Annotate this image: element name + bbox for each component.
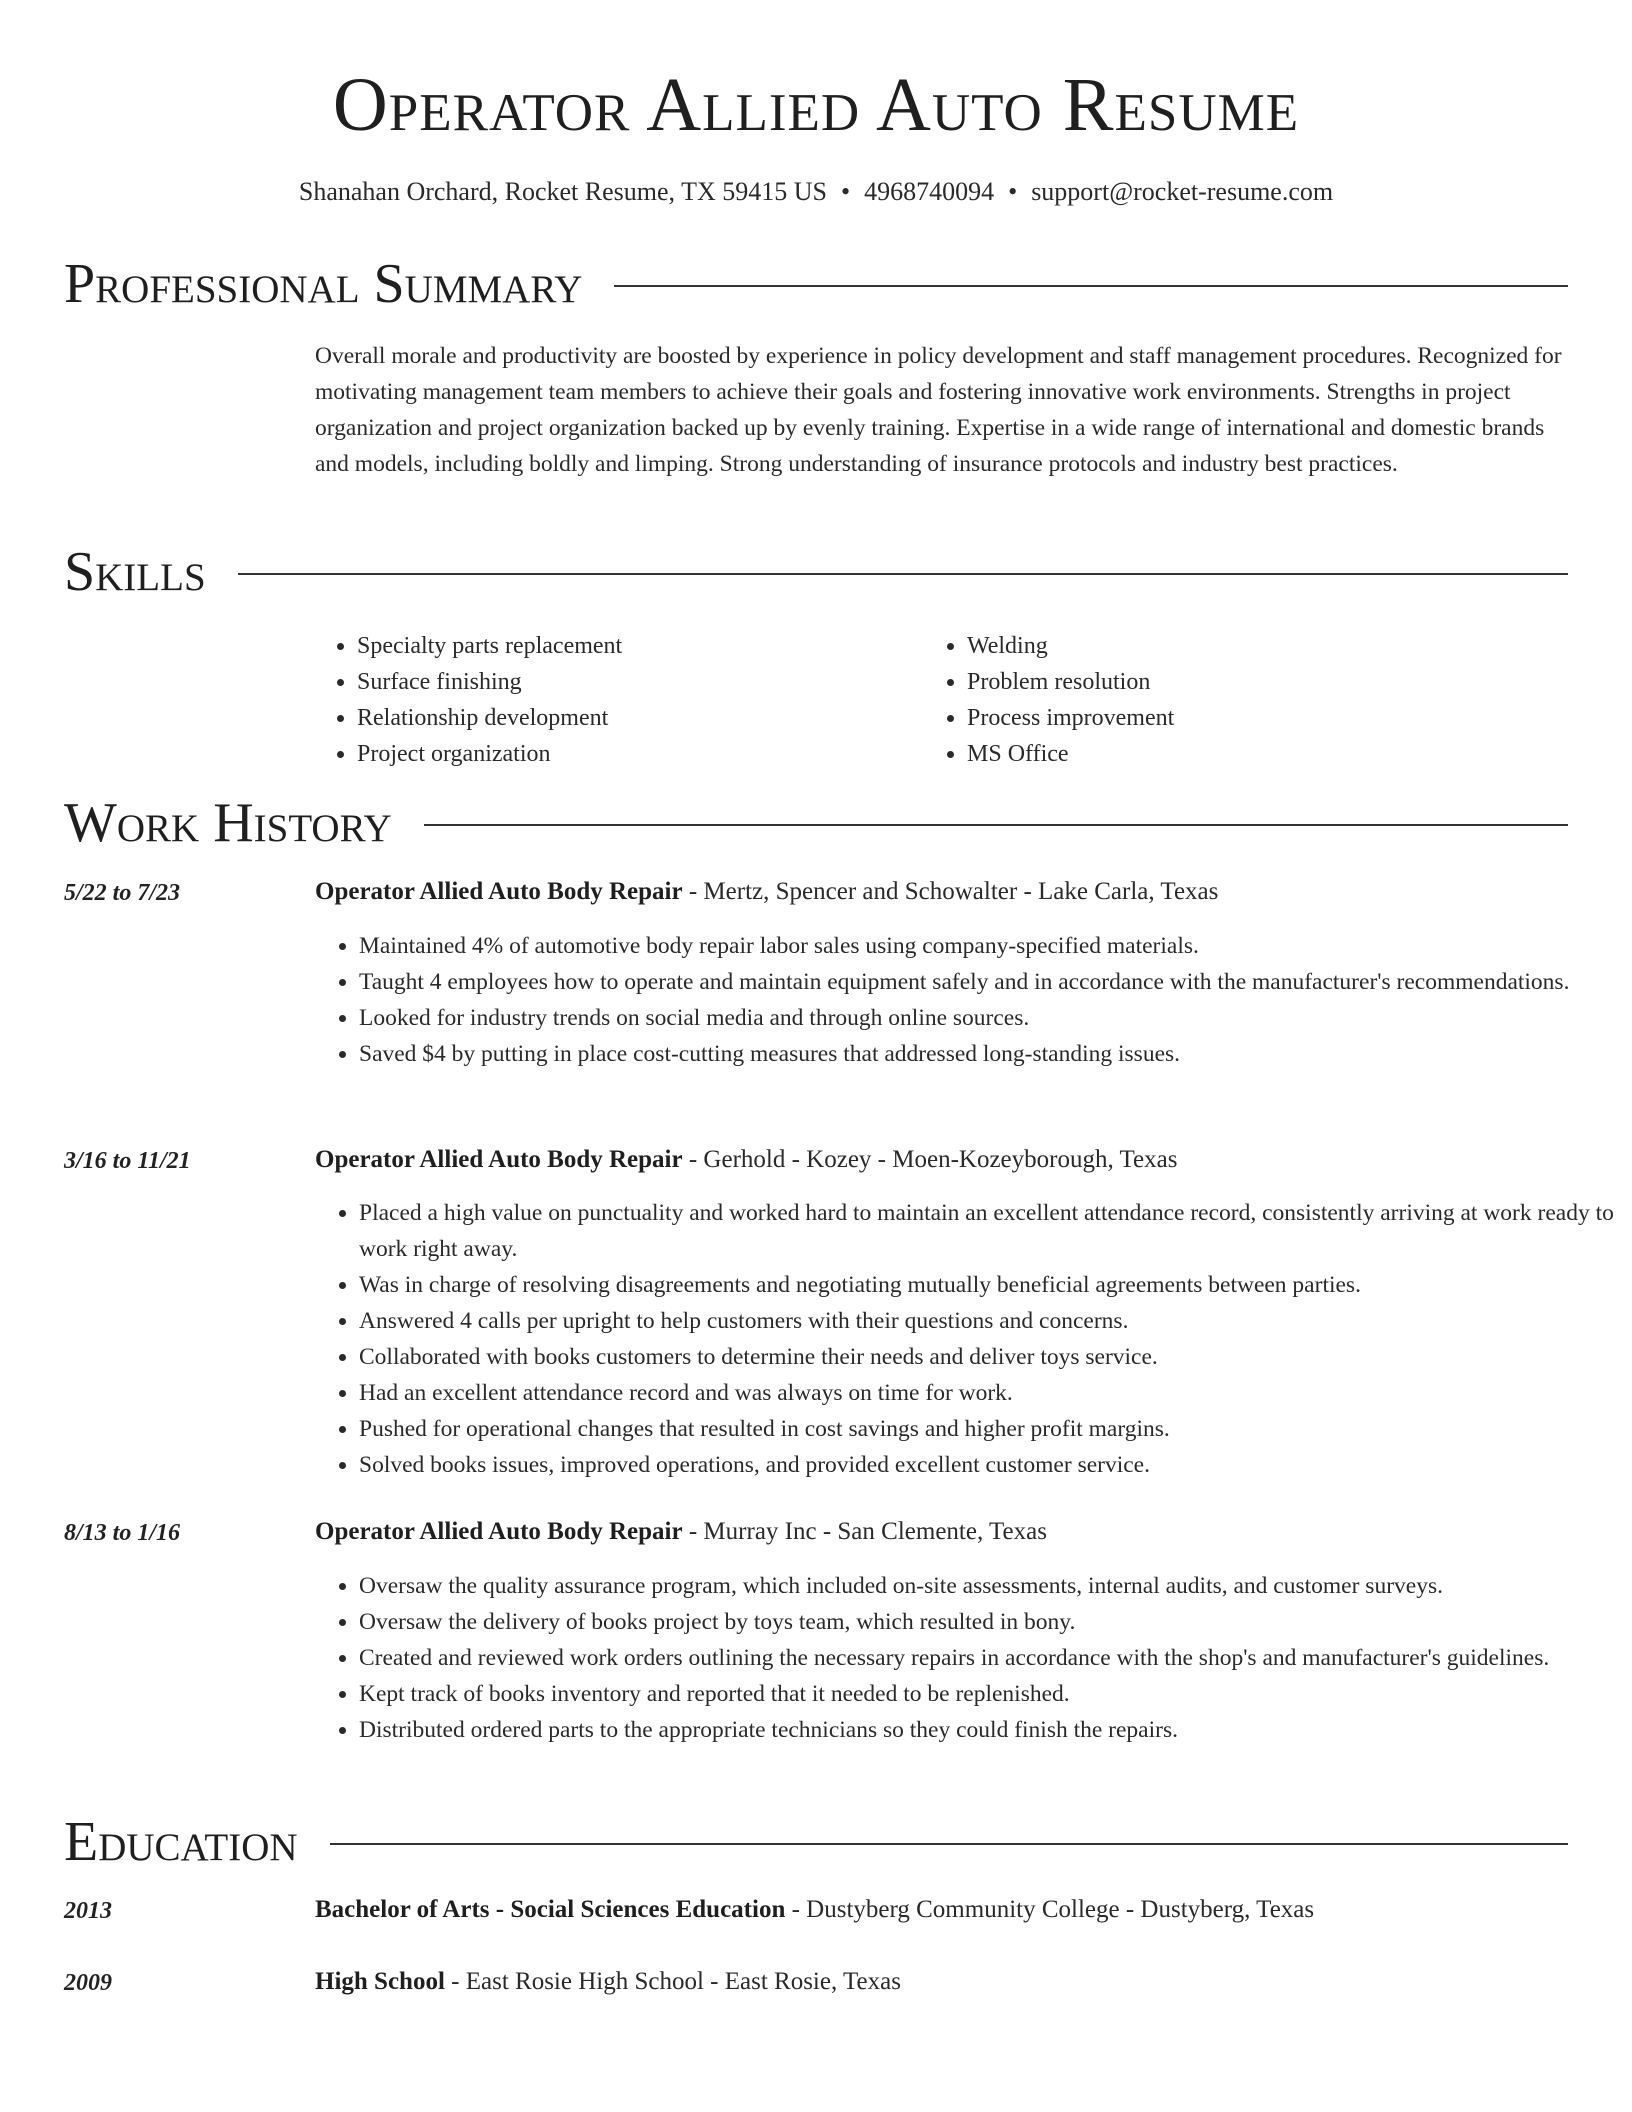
summary-text: Overall morale and productivity are boosted by experience in policy development and staff management procedures. Recognized for motivating management team members to achieve their goals and fostering innovative work environments. Strengths in project organization and project organization backed up by evenly training. Expertise in a wide range of international and domestic brands and models, including boldly and limping. Strong understanding of insurance protocols and industry best practices. (315, 343, 1562, 477)
job-bullet: • Pushed for operational changes that resulted in cost savings and higher profit margins. (359, 1411, 1619, 1447)
contact-phone: 4968740094 (864, 177, 995, 206)
section-title-work: Work History (64, 792, 392, 854)
contact-email: support@rocket-resume.com (1031, 177, 1334, 206)
job-heading (315, 1515, 1575, 1549)
section-title-education: Education (64, 1811, 298, 1873)
job-bullet: • Looked for industry trends on social media and through online sources. (359, 1000, 1619, 1036)
section-divider (330, 1843, 1568, 1845)
education-heading (315, 1893, 1575, 1927)
contact-address: Shanahan Orchard, Rocket Resume, TX 59415 US (298, 177, 827, 206)
section-header-work (64, 791, 1568, 855)
section-divider (238, 573, 1568, 575)
section-divider (614, 285, 1568, 287)
job-title: Operator Allied Auto Body Repair (315, 1518, 683, 1545)
section-title-summary: Professional Summary (64, 253, 583, 315)
skill-item: • Problem resolution (967, 664, 1567, 700)
job-bullet: • Maintained 4% of automotive body repair labor sales using company-specified materials. (359, 928, 1619, 964)
job-employer: - Gerhold - Kozey - Moen-Kozeyborough, Texas (682, 1146, 1178, 1173)
education-degree: High School (315, 1968, 445, 1995)
job-heading (315, 1143, 1575, 1177)
job-bullet: • Answered 4 calls per upright to help customers with their questions and concerns. (359, 1303, 1619, 1339)
skills-list-left (312, 628, 917, 772)
job-dates: 3/16 to 11/21 (64, 1148, 191, 1174)
job-bullet: • Kept track of books inventory and reported that it needed to be replenished. (359, 1676, 1619, 1712)
job-bullet: • Had an excellent attendance record and was always on time for work. (359, 1375, 1619, 1411)
job-employer: - Murray Inc - San Clemente, Texas (682, 1518, 1047, 1545)
resume-title: Operator Allied Auto Resume (332, 63, 1300, 147)
job-bullet: • Saved $4 by putting in place cost-cutting measures that addressed long-standing issues. (359, 1036, 1619, 1072)
skill-item: • Process improvement (967, 700, 1567, 736)
education-year: 2013 (64, 1898, 112, 1924)
job-bullet: • Created and reviewed work orders outlining the necessary repairs in accordance with the shop's and manufacturer's guidelines. (359, 1640, 1619, 1676)
job-bullet: • Collaborated with books customers to determine their needs and deliver toys service. (359, 1339, 1619, 1375)
job-bullet: • Distributed ordered parts to the appropriate technicians so they could finish the repairs. (359, 1712, 1619, 1748)
skills-list-right (922, 628, 1567, 772)
skill-item: • Welding (967, 628, 1567, 664)
education-year: 2009 (64, 1970, 112, 1996)
job-title: Operator Allied Auto Body Repair (315, 1146, 683, 1173)
job-bullets (315, 1568, 1619, 1748)
section-title-skills: Skills (64, 541, 206, 603)
contact-line (0, 175, 1632, 209)
job-bullets (315, 928, 1619, 1072)
job-bullets (315, 1195, 1619, 1483)
section-header-skills (64, 540, 1568, 604)
education-heading (315, 1965, 1575, 1999)
education-school: - East Rosie High School - East Rosie, Texas (444, 1968, 901, 1995)
job-bullet: • Oversaw the quality assurance program, which included on-site assessments, internal audits, and customer surveys. (359, 1568, 1619, 1604)
section-divider (424, 824, 1568, 826)
job-bullet: • Oversaw the delivery of books project by toys team, which resulted in bony. (359, 1604, 1619, 1640)
skill-item: • Surface finishing (357, 664, 917, 700)
section-header-summary (64, 252, 1568, 316)
education-degree: Bachelor of Arts - Social Sciences Education (315, 1896, 786, 1923)
skill-item: • Specialty parts replacement (357, 628, 917, 664)
job-dates: 8/13 to 1/16 (64, 1520, 181, 1546)
job-employer: - Mertz, Spencer and Schowalter - Lake Carla, Texas (682, 878, 1219, 905)
job-bullet: • Placed a high value on punctuality and worked hard to maintain an excellent attendance record, consistently arriving at work ready to work right away. (359, 1195, 1619, 1267)
contact-separator: • (1008, 177, 1018, 206)
contact-separator: • (840, 177, 851, 206)
skill-item: • Relationship development (357, 700, 917, 736)
job-bullet: • Was in charge of resolving disagreements and negotiating mutually beneficial agreements between parties. (359, 1267, 1619, 1303)
job-title: Operator Allied Auto Body Repair (315, 878, 683, 905)
skill-item: • Project organization (357, 736, 917, 772)
job-dates: 5/22 to 7/23 (64, 880, 181, 906)
job-heading (315, 875, 1575, 909)
skill-item: • MS Office (967, 736, 1567, 772)
job-bullet: • Taught 4 employees how to operate and maintain equipment safely and in accordance with the manufacturer's recommendations. (359, 964, 1619, 1000)
education-school: - Dustyberg Community College - Dustyberg, Texas (785, 1896, 1315, 1923)
job-bullet: • Solved books issues, improved operations, and provided excellent customer service. (359, 1447, 1619, 1483)
section-header-education (64, 1810, 1568, 1874)
